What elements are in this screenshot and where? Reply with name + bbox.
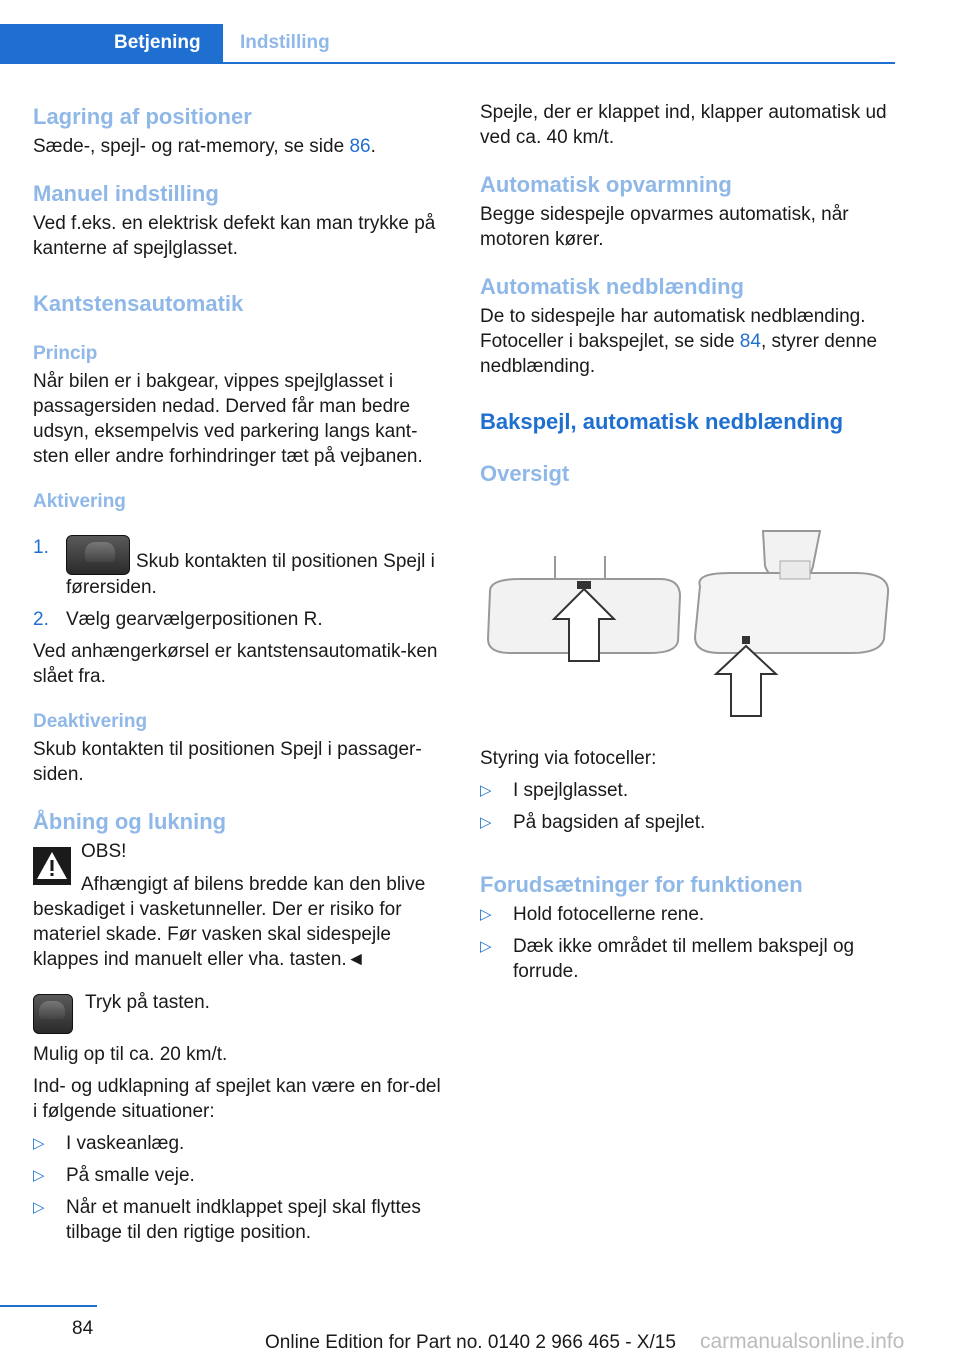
page-link-84[interactable]: 84: [739, 331, 761, 352]
lagring-end: .: [370, 136, 376, 157]
left-column: [33, 100, 448, 1252]
mulig-text: Mulig op til ca. 20 km/t.: [33, 1044, 228, 1065]
step-text: Skub kontakten til positionen Spejl i førersiden.: [66, 551, 435, 598]
tab-indstilling[interactable]: Indstilling: [240, 32, 330, 53]
bullet-item: [33, 1131, 448, 1156]
footer-rule: [0, 1305, 97, 1307]
heading-opvarmning: Automatisk opvarmning: [480, 172, 732, 197]
opvarm-text: Begge sidespejle opvarmes automatisk, når motoren kører.: [480, 204, 849, 250]
step-1: [33, 535, 448, 600]
page-number: 84: [72, 1318, 94, 1339]
heading-aabning: Åbning og lukning: [33, 809, 227, 834]
heading-lagring: Lagring af positioner: [33, 104, 252, 129]
step-2: [33, 607, 448, 632]
nedbl-text-2: , styrer denne nedblænding.: [480, 331, 878, 377]
bullet-text: Hold fotocellerne rene.: [513, 904, 705, 925]
heading-kantsten: Kantstensautomatik: [33, 291, 244, 316]
lagring-text: [33, 134, 448, 159]
warning-triangle-icon: [33, 847, 71, 885]
bullet-item: [480, 810, 890, 835]
press-button-block: [33, 990, 448, 1032]
header-bar: [0, 24, 895, 64]
bullet-text: I spejlglasset.: [513, 780, 629, 801]
styring-text: Styring via fotoceller:: [480, 748, 657, 769]
obs-title: OBS!: [81, 841, 127, 862]
edition-text: Online Edition for Part no. 0140 2 966 465 - X/15: [265, 1332, 676, 1353]
bullet-item: [480, 778, 890, 803]
press-text: Tryk på tasten.: [85, 992, 210, 1013]
bullet-text: På smalle veje.: [66, 1165, 195, 1186]
deaktivering-text: Skub kontakten til positionen Spejl i passager-siden.: [33, 739, 422, 785]
watermark: carmanualsonline.info: [700, 1330, 905, 1353]
bullet-triangle-icon: ▷: [480, 938, 492, 955]
heading-forudsaetninger: Forudsætninger for funktionen: [480, 872, 803, 897]
right-column: [480, 100, 890, 991]
tab-betjening[interactable]: Betjening: [0, 24, 223, 62]
bullet-text: På bagsiden af spejlet.: [513, 812, 706, 833]
heading-nedblaending: Automatisk nedblænding: [480, 274, 744, 299]
bullet-item: [33, 1163, 448, 1188]
rearview-mirror-figure: [480, 521, 890, 721]
nedbl-text-1: De to sidespejle har automatisk nedblænding. Fotoceller i bakspejlet, se side: [480, 306, 866, 352]
ind-text: Ind- og udklapning af spejlet kan være en for-del i følgende situationer:: [33, 1076, 441, 1122]
warning-block: [33, 839, 448, 972]
lagring-text-span: Sæde-, spejl- og rat-memory, se side: [33, 136, 350, 157]
heading-manuel: Manuel indstilling: [33, 181, 219, 206]
page-link-86[interactable]: 86: [349, 136, 371, 157]
heading-deaktivering: Deaktivering: [33, 711, 148, 732]
step-text: Vælg gearvælgerpositionen R.: [66, 609, 323, 630]
bullet-triangle-icon: ▷: [33, 1135, 45, 1152]
bullet-triangle-icon: ▷: [480, 782, 492, 799]
obs-text: Afhængigt af bilens bredde kan den blive beskadiget i vasketunneller. Der er risiko for materiel skade. Før vasken skal sidespejle klappes ind manuelt eller vha. tasten.◄: [33, 874, 426, 970]
bullet-triangle-icon: ▷: [480, 814, 492, 831]
bullet-triangle-icon: ▷: [33, 1199, 45, 1216]
nedbl-text: [480, 304, 890, 379]
step-number: 2.: [33, 609, 49, 630]
bullet-triangle-icon: ▷: [33, 1167, 45, 1184]
bullet-item: [33, 1195, 448, 1245]
manuel-text: Ved f.eks. en elektrisk defekt kan man trykke på kanterne af spejlglasset.: [33, 213, 436, 259]
princip-text: Når bilen er i bakgear, vippes spejlglasset i passagersiden nedad. Derved får man bedre udsyn, eksempelvis ved parkering langs kant-sten eller andre forhindringer tæt på vejbanen.: [33, 371, 423, 467]
anhaenger-text: Ved anhængerkørsel er kantstensautomatik-ken slået fra.: [33, 641, 438, 687]
bullet-item: [480, 902, 890, 927]
bullet-triangle-icon: ▷: [480, 906, 492, 923]
fold-button-icon: [33, 994, 73, 1034]
spejle-text: Spejle, der er klappet ind, klapper automatisk ud ved ca. 40 km/t.: [480, 102, 887, 148]
heading-oversigt: Oversigt: [480, 461, 570, 486]
mirror-button-icon: [66, 535, 130, 575]
heading-bakspejl: Bakspejl, automatisk nedblænding: [480, 409, 844, 434]
step-number: 1.: [33, 537, 49, 558]
bullet-text: Dæk ikke området til mellem bakspejl og forrude.: [513, 936, 855, 982]
heading-aktivering: Aktivering: [33, 491, 126, 512]
bullet-text: Når et manuelt indklappet spejl skal flyttes tilbage til den rigtige position.: [66, 1197, 421, 1243]
bullet-text: I vaskeanlæg.: [66, 1133, 185, 1154]
heading-princip: Princip: [33, 343, 98, 364]
bullet-item: [480, 934, 890, 984]
